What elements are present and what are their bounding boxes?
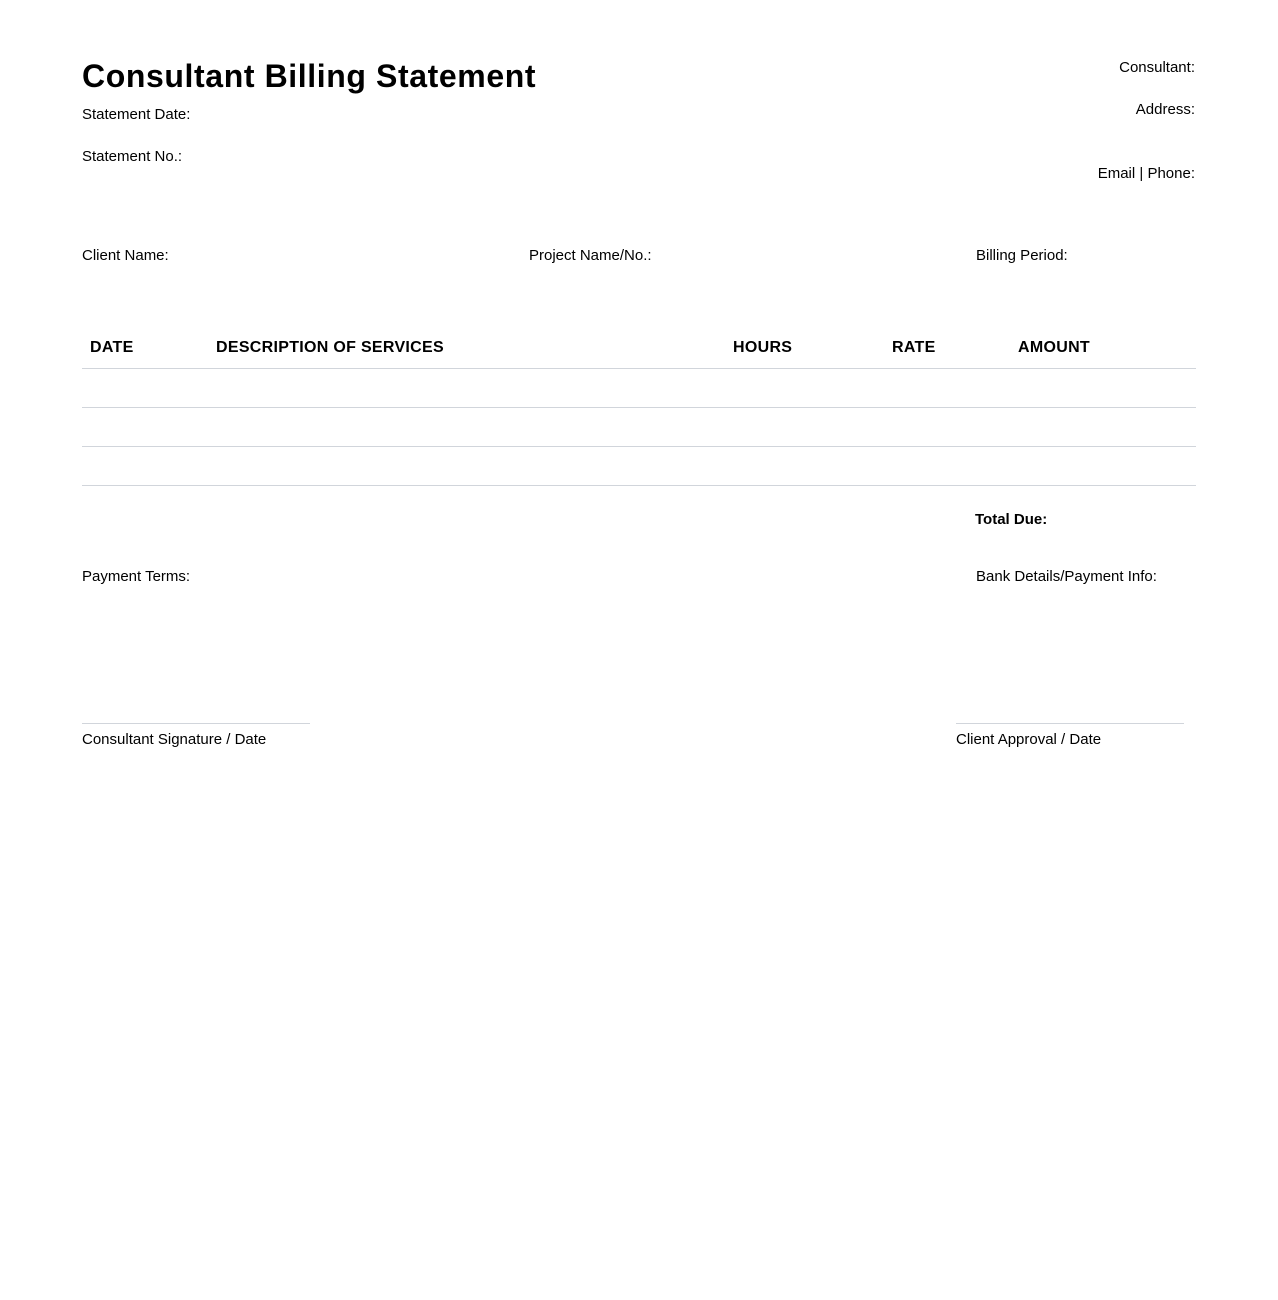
payment-terms-label: Payment Terms:: [82, 568, 191, 585]
bank-details-label: Bank Details/Payment Info:: [976, 568, 1157, 585]
column-header-description: DESCRIPTION OF SERVICES: [216, 339, 444, 356]
table-row[interactable]: [82, 408, 1196, 446]
total-due-label: Total Due:: [975, 511, 1048, 528]
page-title: Consultant Billing Statement: [82, 58, 537, 94]
column-header-amount: AMOUNT: [1018, 339, 1091, 356]
client-approval-label: Client Approval / Date: [956, 731, 1102, 748]
column-header-rate: RATE: [892, 339, 936, 356]
billing-period-label: Billing Period:: [976, 247, 1068, 264]
column-header-hours: HOURS: [733, 339, 793, 356]
statement-date-label: Statement Date:: [82, 106, 191, 123]
client-approval-line[interactable]: [956, 723, 1184, 724]
table-row[interactable]: [82, 369, 1196, 407]
column-header-date: DATE: [90, 339, 134, 356]
email-phone-label: Email | Phone:: [1097, 165, 1195, 182]
consultant-signature-line[interactable]: [82, 723, 310, 724]
statement-no-label: Statement No.:: [82, 148, 183, 165]
table-row[interactable]: [82, 447, 1196, 485]
project-name-label: Project Name/No.:: [529, 247, 652, 264]
address-label: Address:: [1135, 101, 1195, 118]
consultant-label: Consultant:: [1119, 59, 1195, 76]
table-row-divider: [82, 485, 1196, 486]
consultant-signature-label: Consultant Signature / Date: [82, 731, 267, 748]
client-name-label: Client Name:: [82, 247, 169, 264]
